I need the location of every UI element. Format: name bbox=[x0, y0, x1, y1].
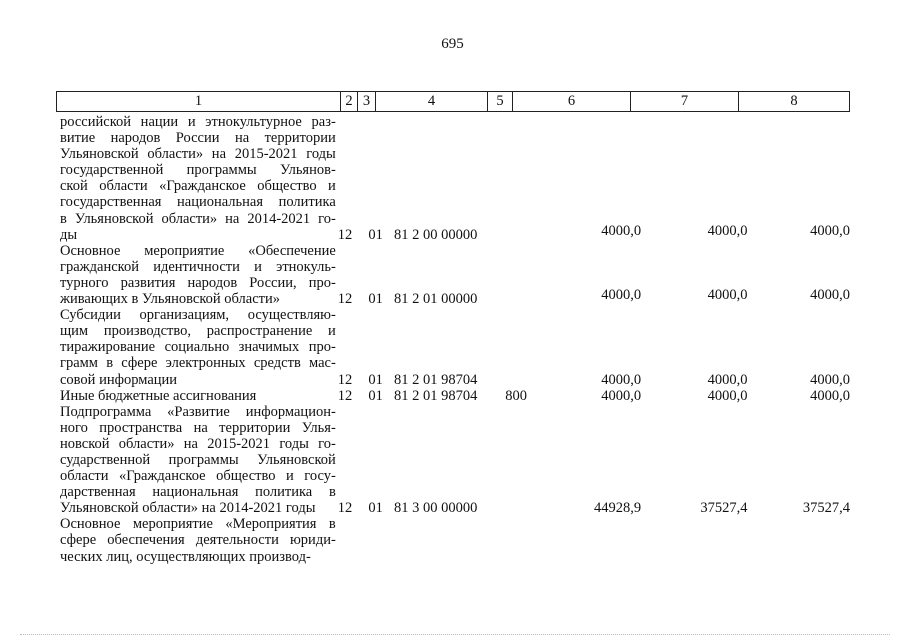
table-row bbox=[60, 114, 850, 243]
cell-c8: 4000,0 bbox=[810, 387, 850, 404]
cell-c2: 12 bbox=[337, 387, 353, 404]
description-line: гражданской идентичности и этнокуль- bbox=[60, 258, 336, 275]
cell-c6: 4000,0 bbox=[601, 222, 642, 239]
cell-c7: 37527,4 bbox=[700, 500, 748, 517]
cell-c6: 4000,0 bbox=[601, 287, 642, 304]
description-line: области «Гражданское общество и госу- bbox=[60, 468, 336, 485]
cell-c8: 4000,0 bbox=[810, 222, 850, 239]
description-line: государственная национальная политика bbox=[60, 194, 336, 211]
cell-c7: 4000,0 bbox=[707, 287, 748, 304]
cell-c3: 01 bbox=[368, 371, 383, 388]
row-description bbox=[60, 307, 336, 387]
description-line: Ульяновской области» на 2015-2021 годы bbox=[60, 146, 336, 163]
table-row bbox=[60, 243, 850, 307]
cell-c2: 12 bbox=[337, 371, 353, 388]
cell-c8: 37527,4 bbox=[802, 500, 850, 517]
description-line: российской нации и этнокультурное раз- bbox=[60, 114, 336, 130]
cell-c2: 12 bbox=[337, 226, 353, 243]
cell-c8: 4000,0 bbox=[810, 371, 850, 388]
table-row bbox=[60, 388, 850, 404]
description-line: ды bbox=[60, 226, 78, 243]
description-line: ской области «Гражданское общество и bbox=[60, 178, 336, 195]
description-line: сфере обеспечения деятельности юриди- bbox=[60, 532, 336, 549]
header-col-8: 8 bbox=[790, 93, 798, 109]
description-line: витие народов России на территории bbox=[60, 130, 336, 147]
description-line: Основное мероприятие «Обеспечение bbox=[60, 242, 336, 259]
description-line: в Ульяновской области» на 2014-2021 го- bbox=[60, 210, 336, 227]
row-description bbox=[60, 388, 336, 404]
header-col-4: 4 bbox=[376, 92, 488, 111]
description-line: совой информации bbox=[60, 371, 178, 388]
row-description bbox=[60, 516, 336, 564]
description-line: Подпрограмма «Развитие информацион- bbox=[60, 403, 336, 420]
description-line: тиражирование социально значимых про- bbox=[60, 339, 336, 356]
cell-c7: 4000,0 bbox=[707, 387, 748, 404]
cell-c5: 800 bbox=[505, 387, 527, 404]
page-number: 695 bbox=[441, 36, 464, 52]
header-col-1: 1 bbox=[57, 92, 341, 111]
table-header bbox=[56, 91, 850, 112]
cell-c4: 81 2 01 98704 bbox=[393, 387, 478, 404]
cell-c6: 4000,0 bbox=[601, 387, 642, 404]
description-line: ного пространства на территории Улья- bbox=[60, 419, 336, 436]
header-col-6: 6 bbox=[513, 92, 631, 111]
description-line: турного развития народов России, про- bbox=[60, 274, 336, 291]
description-line: щим производство, распространение и bbox=[60, 323, 336, 340]
cell-c3: 01 bbox=[368, 500, 383, 517]
description-line: новской области» на 2015-2021 годы го- bbox=[60, 435, 336, 452]
cell-c7: 4000,0 bbox=[707, 222, 748, 239]
row-description bbox=[60, 404, 336, 517]
description-line: государственной программы Ульянов- bbox=[60, 162, 336, 179]
cell-c4: 81 2 00 00000 bbox=[393, 226, 478, 243]
description-line: дарственная национальная политика в bbox=[60, 484, 336, 501]
cell-c6: 44928,9 bbox=[594, 500, 642, 517]
cell-c3: 01 bbox=[368, 291, 383, 308]
description-line: сударственной программы Ульяновской bbox=[60, 451, 336, 468]
cell-c4: 81 3 00 00000 bbox=[393, 500, 478, 517]
cell-c2: 12 bbox=[337, 500, 353, 517]
table-row bbox=[60, 404, 850, 517]
description-line: Основное мероприятие «Мероприятия в bbox=[60, 516, 336, 533]
description-line: грамм в сфере электронных средств мас- bbox=[60, 355, 336, 372]
description-line: Субсидии организациям, осуществляю- bbox=[60, 307, 336, 324]
cell-c4: 81 2 01 98704 bbox=[393, 371, 478, 388]
header-col-2: 2 bbox=[341, 92, 358, 111]
description-line: Ульяновской области» на 2014-2021 годы bbox=[60, 500, 316, 517]
header-col-7: 7 bbox=[631, 92, 739, 111]
header-col-5: 5 bbox=[488, 92, 513, 111]
cell-c3: 01 bbox=[368, 226, 383, 243]
cell-c4: 81 2 01 00000 bbox=[393, 291, 478, 308]
table-body bbox=[60, 114, 850, 565]
table-row bbox=[60, 516, 850, 564]
cell-c7: 4000,0 bbox=[707, 371, 748, 388]
scan-border bbox=[20, 634, 890, 636]
description-line: живающих в Ульяновской области» bbox=[60, 291, 280, 308]
table-row bbox=[60, 307, 850, 387]
cell-c3: 01 bbox=[368, 387, 383, 404]
header-col-3: 3 bbox=[358, 92, 376, 111]
cell-c8: 4000,0 bbox=[810, 287, 850, 304]
description-line: Иные бюджетные ассигнования bbox=[60, 387, 257, 404]
cell-c2: 12 bbox=[337, 291, 353, 308]
row-description bbox=[60, 243, 336, 307]
cell-c6: 4000,0 bbox=[601, 371, 642, 388]
description-line: ческих лиц, осуществляющих производ- bbox=[60, 548, 311, 565]
row-description bbox=[60, 114, 336, 243]
